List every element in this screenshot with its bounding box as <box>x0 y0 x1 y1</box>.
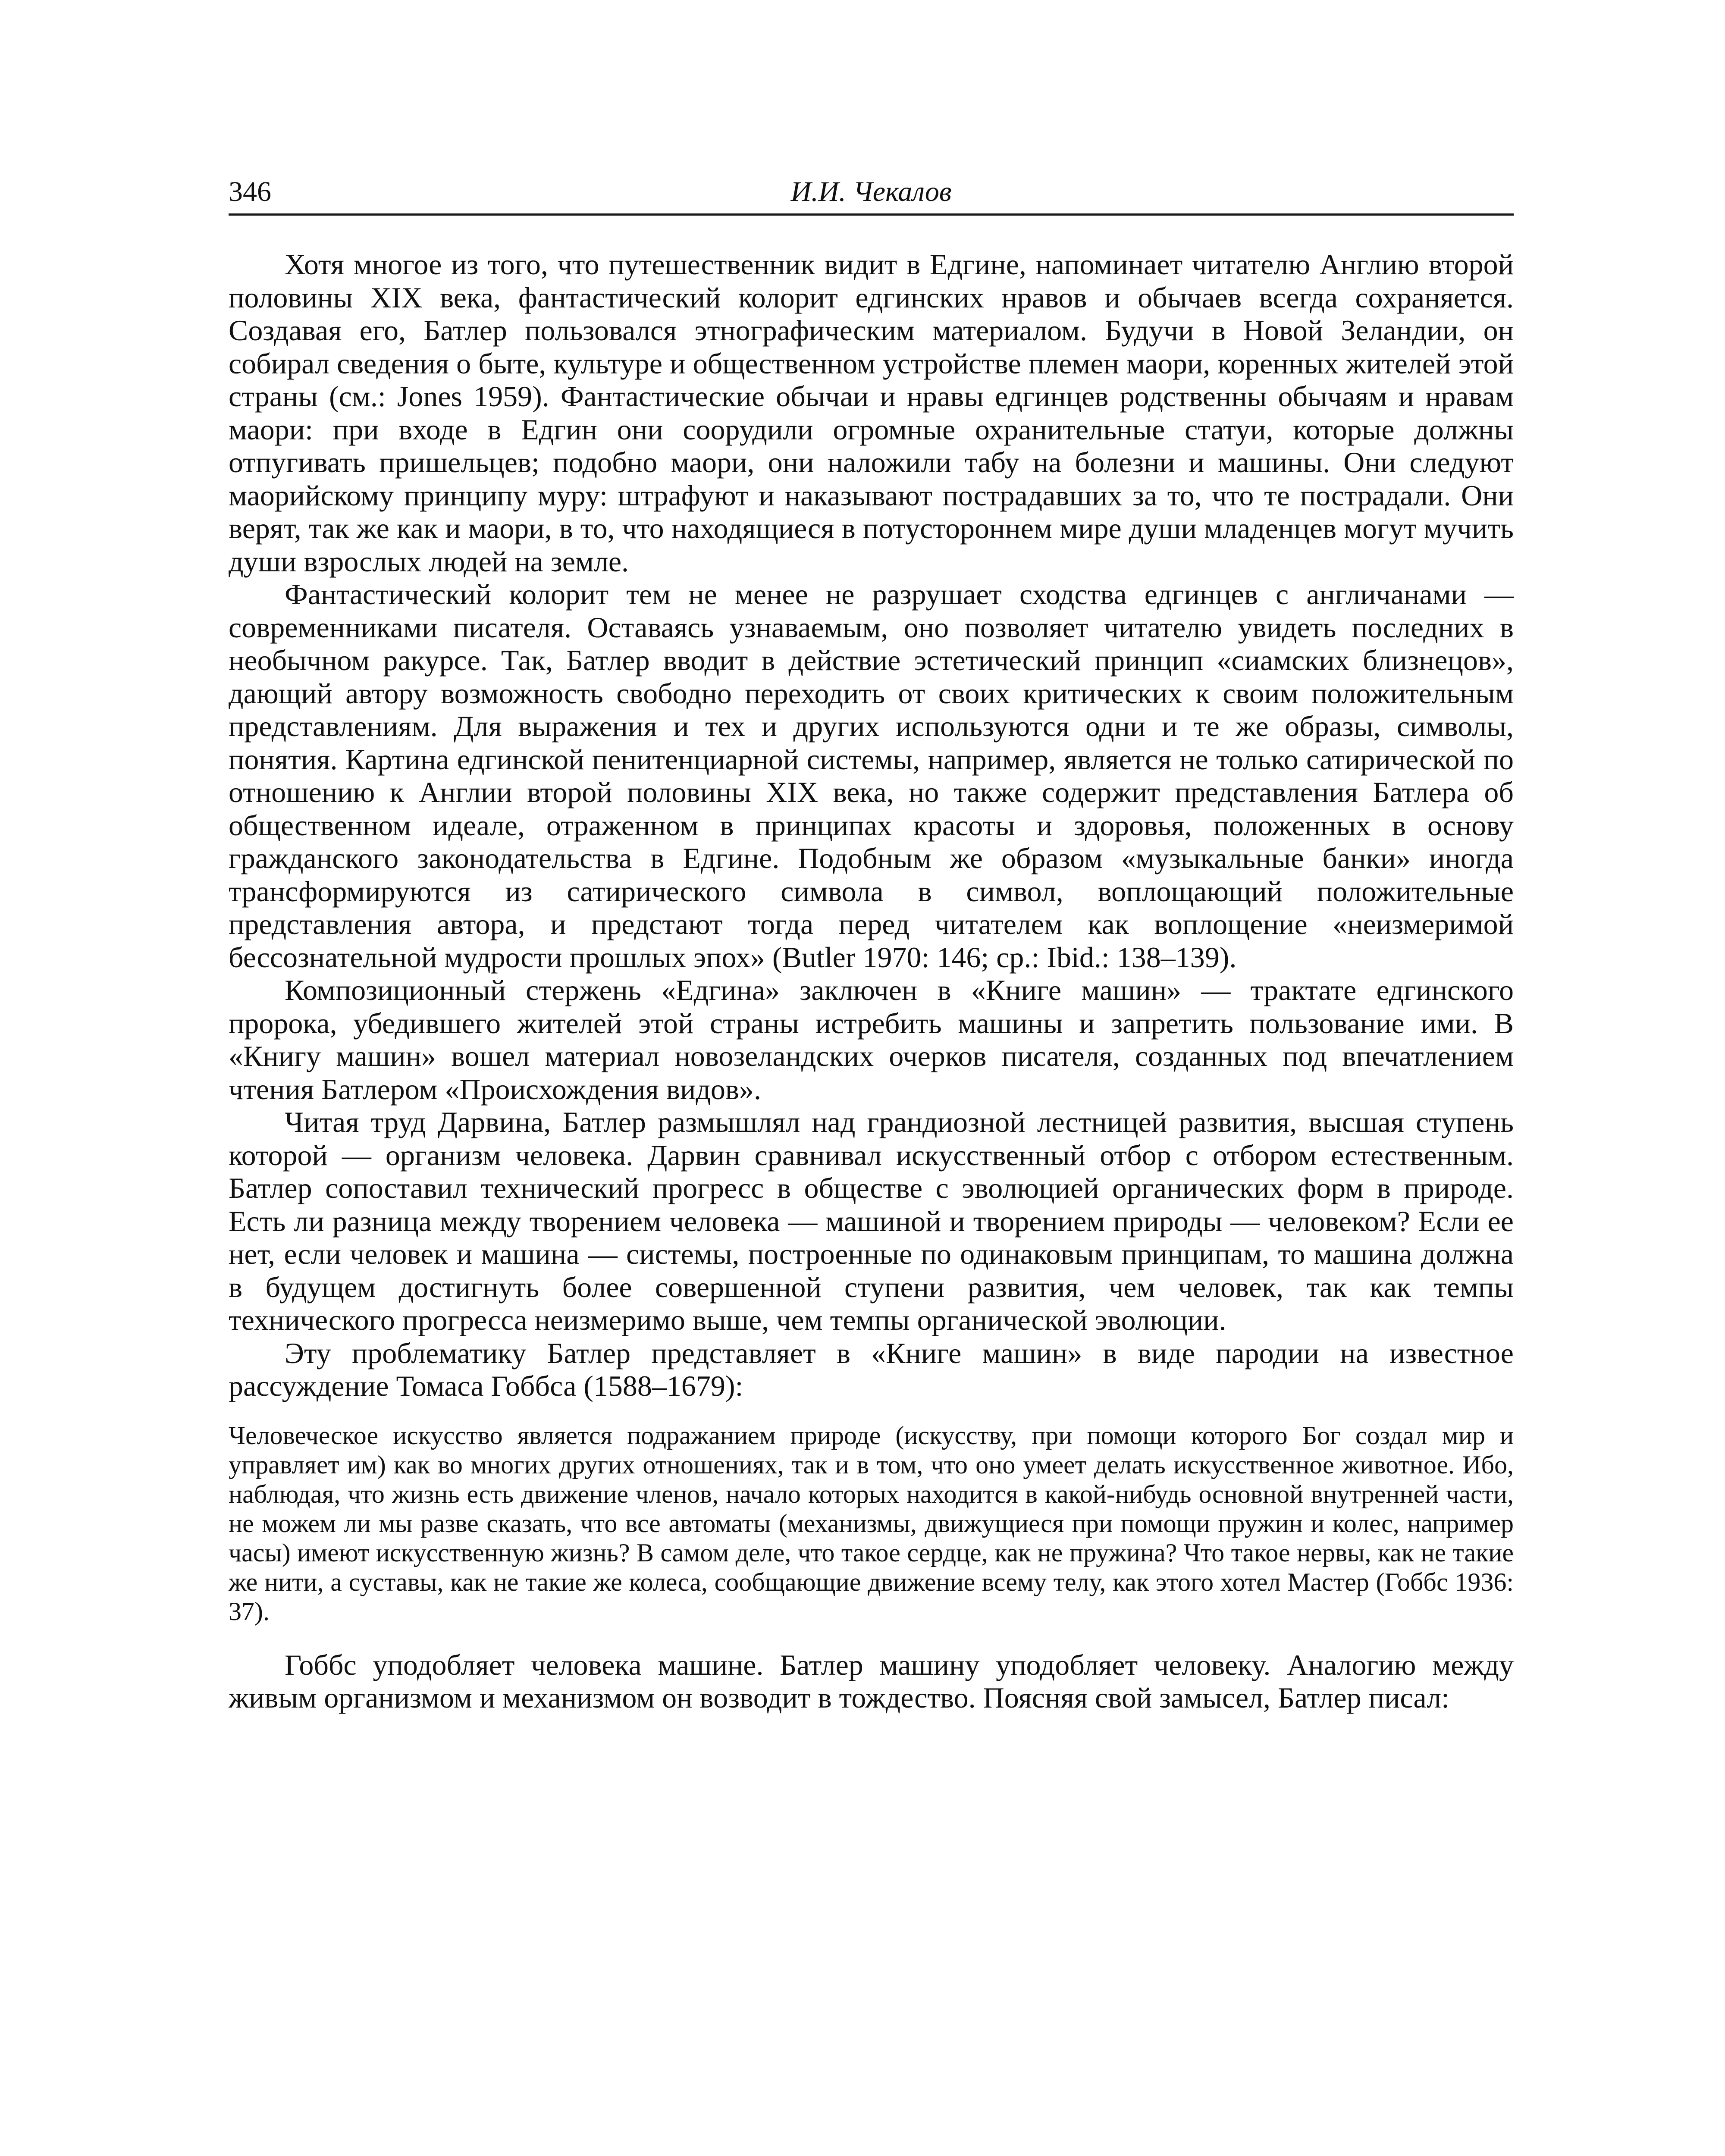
paragraph-2: Фантастический колорит тем не менее не разрушает сходства едгинцев с англичанами — современниками писателя. Оставаясь узнаваемым, оно позволяет читателю увидеть последних в необычном ракурсе. Так, Батлер вводит в действие эстетический принцип «сиамских близнецов», дающий автору возможность свободно переходить от своих критических к своим положительным представлениям. Для выражения и тех и других используются одни и те же образы, символы, понятия. Картина едгинской пенитенциарной системы, например, является не только сатирической по отношению к Англии второй половины XIX века, но также содержит представления Батлера об общественном идеале, отраженном в принципах красоты и здоровья, положенных в основу гражданского законодательства в Едгине. Подобным же образом «музыкальные банки» иногда трансформируются из сатирического символа в символ, воплощающий положительные представления автора, и предстают тогда перед читателем как воплощение «неизмеримой бессознательной мудрости прошлых эпох» (Butler 1970: 146; ср.: Ibid.: 138–139). <box>229 578 1514 974</box>
running-head <box>229 170 1514 216</box>
paragraph-1: Хотя многое из того, что путешественник видит в Едгине, напоминает читателю Англию второй половины XIX века, фантастический колорит едгинских нравов и обычаев всегда сохраняется. Создавая его, Батлер пользовался этнографическим материалом. Будучи в Новой Зеландии, он собирал сведения о быте, культуре и общественном устройстве племен маори, коренных жителей этой страны (см.: Jones 1959). Фантастические обычаи и нравы едгинцев родственны обычаям и нравам маори: при входе в Едгин они соорудили огромные охранительные статуи, которые должны отпугивать пришельцев; подобно маори, они наложили табу на болезни и машины. Они следуют маорийскому принципу муру: штрафуют и наказывают пострадавших за то, что те пострадали. Они верят, так же как и маори, в то, что находящиеся в потустороннем мире души младенцев могут мучить души взрослых людей на земле. <box>229 248 1514 578</box>
block-quote: Человеческое искусство является подражанием природе (искусству, при помощи которого Бог создал мир и управляет им) как во многих других отношениях, так и в том, что оно умеет делать искусственное животное. Ибо, наблюдая, что жизнь есть движение членов, начало которых находится в какой-нибудь основной внутренней части, не можем ли мы разве сказать, что все автоматы (механизмы, движущиеся при помощи пружин и колес, например часы) имеют искусственную жизнь? В самом деле, что такое сердце, как не пружина? Что такое нервы, как не такие же нити, а суставы, как не такие же колеса, сообщающие движение всему телу, как этого хотел Мастер (Гоббс 1936: 37). <box>229 1421 1514 1626</box>
paragraph-6: Гоббс уподобляет человека машине. Батлер машину уподобляет человеку. Аналогию между живым организмом и механизмом он возводит в тождество. Поясняя свой замысел, Батлер писал: <box>229 1648 1514 1714</box>
page-number: 346 <box>229 176 271 207</box>
paragraph-4: Читая труд Дарвина, Батлер размышлял над грандиозной лестницей развития, высшая ступень которой — организм человека. Дарвин сравнивал искусственный отбор с отбором естественным. Батлер сопоставил технический прогресс в обществе с эволюцией органических форм в природе. Есть ли разница между творением человека — машиной и творением природы — человеком? Если ее нет, если человек и машина — системы, построенные по одинаковым принципам, то машина должна в будущем достигнуть более совершенной ступени развития, чем человек, так как темпы технического прогресса неизмеримо выше, чем темпы органической эволюции. <box>229 1106 1514 1336</box>
running-head-author: И.И. Чекалов <box>790 176 952 207</box>
body-text <box>229 248 1514 1714</box>
paragraph-5: Эту проблематику Батлер представляет в «Книге машин» в виде пародии на известное рассуждение Томаса Гоббса (1588–1679): <box>229 1336 1514 1402</box>
paragraph-3: Композиционный стержень «Едгина» заключен в «Книге машин» — трактате едгинского пророка, убедившего жителей этой страны истребить машины и запретить пользование ими. В «Книгу машин» вошел материал новозеландских очерков писателя, созданных под впечатлением чтения Батлером «Происхождения видов». <box>229 974 1514 1106</box>
